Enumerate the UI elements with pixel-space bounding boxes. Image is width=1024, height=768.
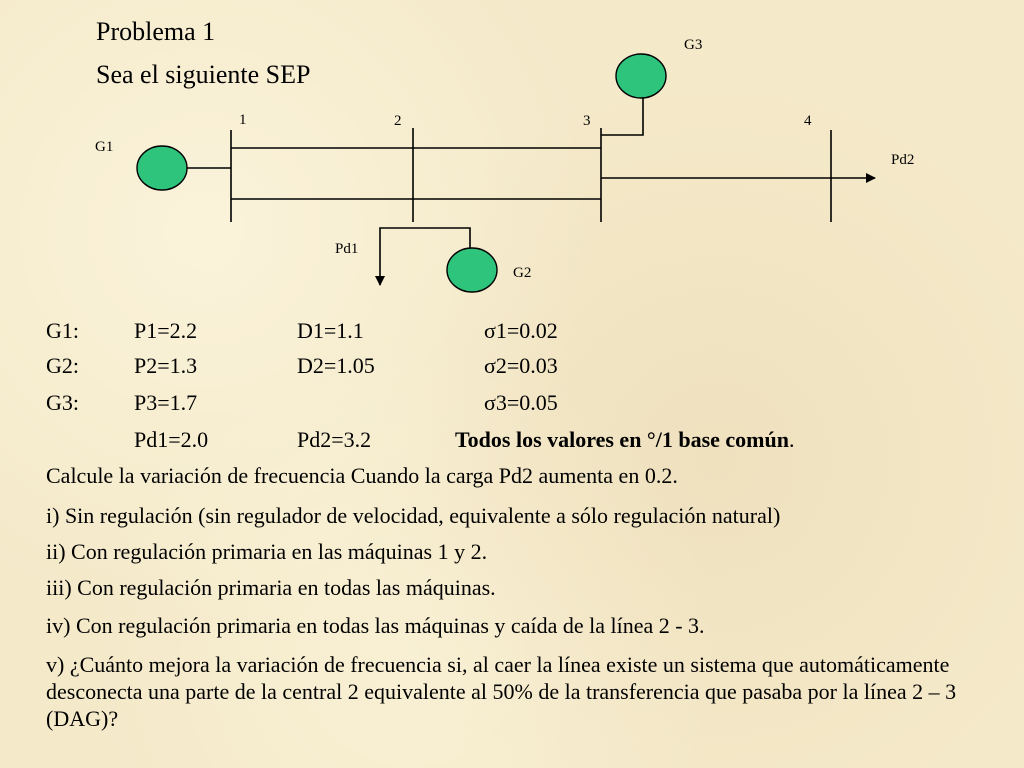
bus-label-3: 3 — [583, 113, 591, 129]
power-system-diagram — [0, 0, 1024, 310]
droop-value: σ2=0.03 — [484, 353, 558, 378]
question-v: v) ¿Cuánto mejora la variación de frecuencia si, al caer la línea existe un sistema que automáticamente desconecta una parte de la central 2 equivalente al 50% de la transferencia que pasaba por la línea 2 – 3 (DAG)? — [46, 652, 957, 731]
problem-title: Problema 1 — [96, 17, 216, 46]
bus-label-2: 2 — [394, 113, 402, 129]
power-value: P2=1.3 — [134, 353, 198, 378]
load-label-pd1: Pd1 — [335, 241, 359, 257]
gen-label: G3: — [46, 390, 79, 415]
generator-g3 — [616, 54, 666, 98]
load-label-pd2: Pd2 — [891, 152, 915, 168]
g2-connection — [413, 228, 470, 250]
generator-g1 — [137, 146, 187, 190]
power-value: P3=1.7 — [134, 390, 198, 415]
g3-connection — [601, 98, 643, 135]
pd1-arrow — [380, 228, 413, 285]
base-note: Todos los valores en °/1 base común. — [455, 427, 795, 452]
question-ii: ii) Con regulación primaria en las máquinas 1 y 2. — [46, 539, 488, 564]
damping-value: D1=1.1 — [297, 318, 364, 343]
power-value: P1=2.2 — [134, 318, 198, 343]
generator-g2 — [447, 248, 497, 292]
problem-subtitle: Sea el siguiente SEP — [96, 60, 311, 89]
question-iv: iv) Con regulación primaria en todas las máquinas y caída de la línea 2 - 3. — [46, 613, 705, 638]
gen-label: G1: — [46, 318, 79, 343]
generator-label-g2: G2 — [513, 265, 532, 281]
generator-label-g3: G3 — [684, 37, 703, 53]
load-pd2-value: Pd2=3.2 — [297, 427, 372, 452]
gen-label: G2: — [46, 353, 79, 378]
droop-value: σ1=0.02 — [484, 318, 558, 343]
damping-value: D2=1.05 — [297, 353, 375, 378]
generator-label-g1: G1 — [95, 139, 114, 155]
droop-value: σ3=0.05 — [484, 390, 558, 415]
base-note-text: Todos los valores en °/1 base común — [455, 427, 789, 452]
question-i: i) Sin regulación (sin regulador de velocidad, equivalente a sólo regulación natural) — [46, 503, 781, 528]
question-intro: Calcule la variación de frecuencia Cuando la carga Pd2 aumenta en 0.2. — [46, 463, 678, 488]
bus-label-4: 4 — [804, 113, 812, 129]
bus-label-1: 1 — [239, 112, 247, 128]
load-pd1-value: Pd1=2.0 — [134, 427, 209, 452]
question-iii: iii) Con regulación primaria en todas las máquinas. — [46, 575, 496, 600]
